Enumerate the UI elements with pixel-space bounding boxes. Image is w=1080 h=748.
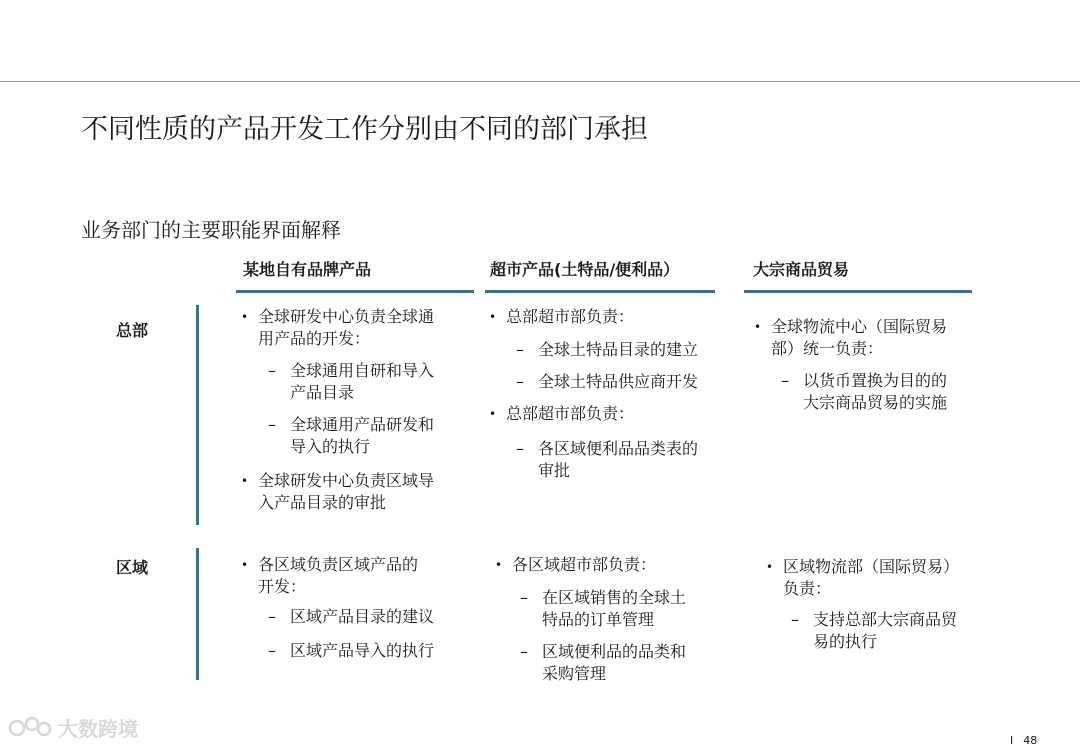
column-header-supermarket: 超市产品(土特品/便利品） xyxy=(490,260,680,279)
list-item: – 全球土特品供应商开发 xyxy=(516,372,699,391)
watermark-text: 大数跨境 xyxy=(58,716,138,741)
bullet-marker: • xyxy=(766,560,774,574)
bullet-marker: • xyxy=(489,310,497,324)
list-item: • 全球研发中心负责全球通 用产品的开发： xyxy=(241,307,435,348)
bullet-marker: • xyxy=(241,310,249,324)
dash-marker: – xyxy=(516,372,524,391)
watermark-logo-icon xyxy=(8,714,52,740)
list-item: • 全球研发中心负责区域导 入产品目录的审批 xyxy=(241,471,435,512)
column-rule-bulk-trade xyxy=(744,290,972,293)
dash-marker: – xyxy=(516,439,524,458)
bullet-marker: • xyxy=(241,474,249,488)
row-bar-hq xyxy=(196,305,199,525)
list-item: • 总部超市部负责： xyxy=(489,307,635,326)
list-item: – 区域便利品的品类和 采购管理 xyxy=(520,642,687,683)
row-label-region: 区域 xyxy=(116,558,149,577)
column-rule-supermarket xyxy=(485,290,715,293)
dash-marker: – xyxy=(791,610,799,629)
list-item: • 区域物流部（国际贸易） 负责： xyxy=(766,557,960,598)
dash-marker: – xyxy=(520,642,528,661)
list-item: – 支持总部大宗商品贸 易的执行 xyxy=(791,610,958,651)
list-item: – 各区域便利品品类表的 审批 xyxy=(516,439,699,480)
page-number-separator: I xyxy=(1010,734,1014,747)
bullet-marker: • xyxy=(489,407,497,421)
list-item: • 各区域负责区域产品的 开发： xyxy=(241,555,419,596)
page-subtitle: 业务部门的主要职能界面解释 xyxy=(81,218,341,242)
dash-marker: – xyxy=(781,371,789,390)
dash-marker: – xyxy=(268,607,276,626)
list-item: • 全球物流中心（国际贸易 部）统一负责： xyxy=(754,317,948,358)
dash-marker: – xyxy=(520,588,528,607)
watermark xyxy=(8,712,138,742)
row-label-hq: 总部 xyxy=(116,321,149,340)
list-item: – 全球通用产品研发和 导入的执行 xyxy=(268,415,435,456)
list-item: – 全球土特品目录的建立 xyxy=(516,340,699,359)
page-number-value: 48 xyxy=(1023,734,1038,747)
page-title: 不同性质的产品开发工作分别由不同的部门承担 xyxy=(81,114,648,145)
row-bar-region xyxy=(196,548,199,680)
dash-marker: – xyxy=(516,340,524,359)
list-item: – 在区域销售的全球土 特品的订单管理 xyxy=(520,588,687,629)
list-item: – 区域产品目录的建议 xyxy=(268,607,435,626)
list-item: – 区域产品导入的执行 xyxy=(268,641,435,660)
top-rule xyxy=(0,81,1080,82)
dash-marker: – xyxy=(268,415,276,434)
page-number xyxy=(1010,734,1037,748)
dash-marker: – xyxy=(268,361,276,380)
dash-marker: – xyxy=(268,641,276,660)
list-item: • 各区域超市部负责： xyxy=(495,555,657,574)
list-item: – 全球通用自研和导入 产品目录 xyxy=(268,361,435,402)
bullet-marker: • xyxy=(495,558,503,572)
bullet-marker: • xyxy=(754,320,762,334)
column-rule-own-brand xyxy=(236,290,474,293)
column-header-bulk-trade: 大宗商品贸易 xyxy=(753,260,850,279)
list-item: • 总部超市部负责： xyxy=(489,404,635,423)
bullet-marker: • xyxy=(241,558,249,572)
list-item: – 以货币置换为目的的 大宗商品贸易的实施 xyxy=(781,371,948,412)
column-header-own-brand: 某地自有品牌产品 xyxy=(243,260,372,279)
